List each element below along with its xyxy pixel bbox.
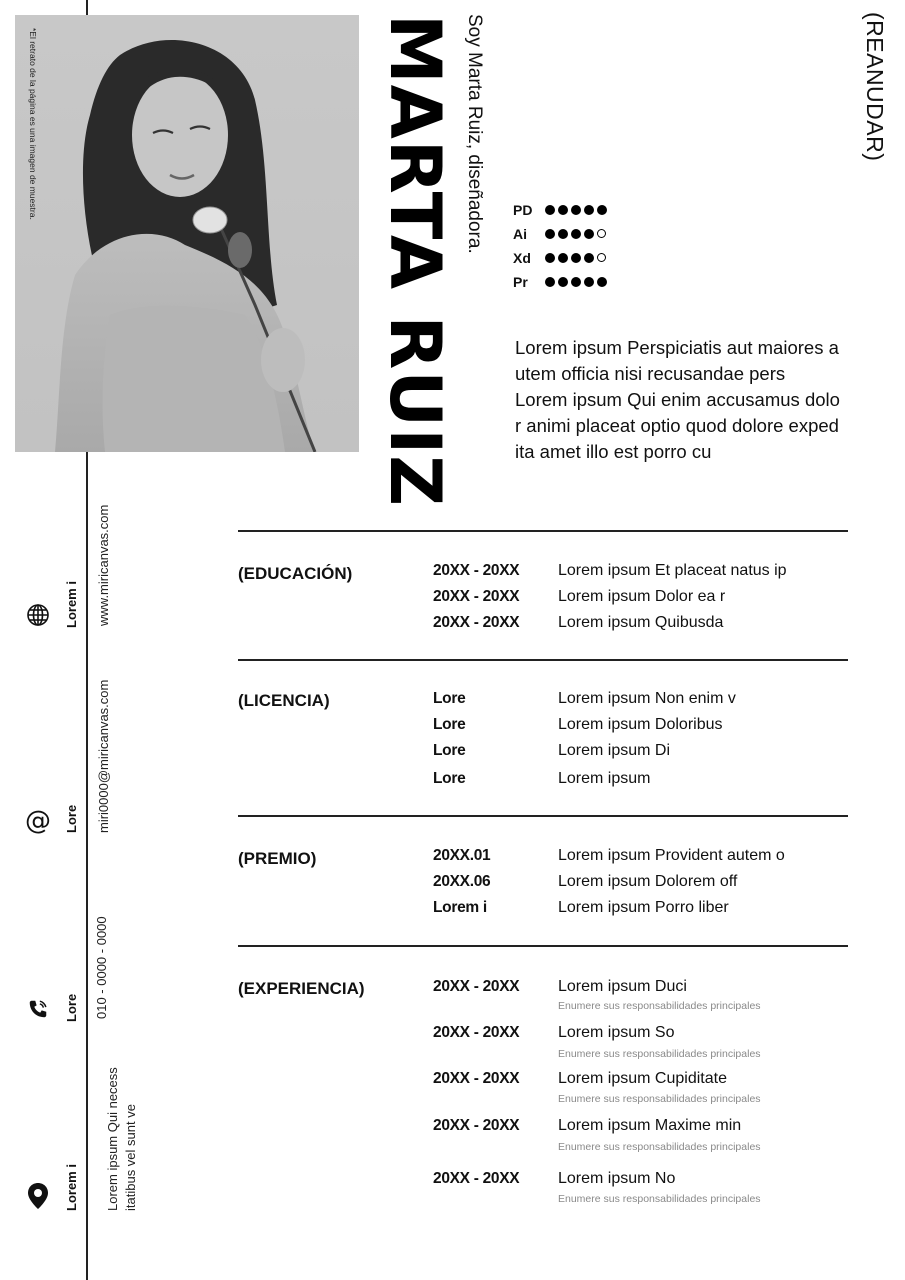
- license-row: [433, 742, 670, 760]
- license-row: [433, 690, 736, 708]
- skill-row-pd: [513, 198, 607, 222]
- skill-row-pr: [513, 270, 607, 294]
- phone-number[interactable]: 010 - 0000 - 0000: [94, 916, 109, 1019]
- responsibility-note: Enumere sus responsabilidades principales: [558, 1193, 761, 1205]
- experience-row: [433, 1024, 675, 1042]
- email-link[interactable]: miri0000@miricanvas.com: [96, 679, 111, 833]
- empty-dot-icon: [597, 253, 606, 262]
- row-value: Lorem ipsum Dolor ea r: [558, 588, 726, 605]
- empty-dot-icon: [597, 229, 606, 238]
- email-label: Lore: [64, 804, 79, 833]
- skill-row-xd: [513, 246, 607, 270]
- name-title: MARTA RUIZ: [374, 14, 456, 507]
- section-divider: [238, 815, 848, 817]
- award-row: [433, 899, 729, 917]
- section-title-license: (LICENCIA): [238, 691, 330, 710]
- filled-dot-icon: [571, 277, 581, 287]
- education-row: [433, 562, 787, 580]
- intro-paragraph: [515, 335, 855, 465]
- row-key: 20XX.06: [433, 873, 491, 890]
- row-value: Lorem ipsum Et placeat natus ip: [558, 562, 787, 579]
- responsibility-note: Enumere sus responsabilidades principales: [558, 1048, 761, 1060]
- skills-list: [513, 198, 607, 294]
- award-row: [433, 847, 785, 865]
- row-value: Lorem ipsum Porro liber: [558, 899, 729, 916]
- phone-label: Lore: [64, 993, 79, 1022]
- document-type-label: (REANUDAR): [862, 12, 888, 162]
- row-key: Lore: [433, 742, 466, 759]
- row-value: Lorem ipsum Dolorem off: [558, 873, 738, 890]
- row-value: Lorem ipsum So: [558, 1024, 675, 1041]
- row-value: Lorem ipsum No: [558, 1170, 676, 1187]
- intro-line: Lorem ipsum Perspiciatis aut maiores a: [515, 337, 839, 358]
- row-key: Lore: [433, 770, 466, 787]
- education-row: [433, 614, 723, 632]
- row-value: Lorem ipsum Di: [558, 742, 671, 759]
- filled-dot-icon: [597, 205, 607, 215]
- row-key: 20XX - 20XX: [433, 1117, 520, 1134]
- photo-disclaimer: *El retrato de la página es una imagen de muestra.: [28, 28, 38, 220]
- experience-row: [433, 1117, 741, 1135]
- filled-dot-icon: [584, 229, 594, 239]
- filled-dot-icon: [558, 253, 568, 263]
- filled-dot-icon: [584, 277, 594, 287]
- filled-dot-icon: [545, 277, 555, 287]
- row-key: 20XX - 20XX: [433, 588, 520, 605]
- row-key: 20XX.01: [433, 847, 491, 864]
- skill-row-ai: [513, 222, 607, 246]
- section-divider: [238, 530, 848, 532]
- globe-icon: [24, 601, 52, 629]
- skill-name: Pr: [513, 274, 528, 290]
- responsibility-note: Enumere sus responsabilidades principales: [558, 1000, 761, 1012]
- skill-name: Ai: [513, 226, 527, 242]
- section-divider: [238, 659, 848, 661]
- phone-icon: [24, 995, 52, 1023]
- skill-rating-dots: [545, 277, 607, 287]
- filled-dot-icon: [558, 229, 568, 239]
- intro-line: ita amet illo est porro cu: [515, 441, 712, 462]
- row-key: 20XX - 20XX: [433, 1170, 520, 1187]
- section-divider: [238, 945, 848, 947]
- website-link[interactable]: www.miricanvas.com: [96, 504, 111, 626]
- intro-line: Lorem ipsum Qui enim accusamus dolo: [515, 389, 840, 410]
- license-row: [433, 770, 650, 788]
- row-key: 20XX - 20XX: [433, 614, 520, 631]
- filled-dot-icon: [571, 205, 581, 215]
- row-value: Lorem ipsum Quibusda: [558, 614, 724, 631]
- row-value: Lorem ipsum Duci: [558, 978, 687, 995]
- filled-dot-icon: [597, 277, 607, 287]
- education-row: [433, 588, 725, 606]
- row-key: 20XX - 20XX: [433, 1070, 520, 1087]
- filled-dot-icon: [545, 253, 555, 263]
- at-icon: @: [25, 806, 51, 836]
- award-row: [433, 873, 737, 891]
- location-pin-icon: [24, 1182, 52, 1210]
- row-key: 20XX - 20XX: [433, 1024, 520, 1041]
- address-line: Lorem ipsum Qui necess: [105, 1067, 120, 1211]
- experience-row: [433, 1170, 675, 1188]
- responsibility-note: Enumere sus responsabilidades principales: [558, 1093, 761, 1105]
- intro-line: r animi placeat optio quod dolore exped: [515, 415, 839, 436]
- address-line: itatibus vel sunt ve: [123, 1104, 138, 1211]
- row-value: Lorem ipsum Provident autem o: [558, 847, 785, 864]
- license-row: [433, 716, 723, 734]
- skill-name: PD: [513, 202, 533, 218]
- responsibility-note: Enumere sus responsabilidades principales: [558, 1141, 761, 1153]
- filled-dot-icon: [545, 205, 555, 215]
- skill-rating-dots: [545, 205, 607, 215]
- filled-dot-icon: [584, 253, 594, 263]
- row-value: Lorem ipsum Non enim v: [558, 690, 736, 707]
- subtitle: Soy Marta Ruiz, diseñadora.: [464, 14, 485, 254]
- row-key: Lore: [433, 716, 466, 733]
- row-value: Lorem ipsum Maxime min: [558, 1117, 742, 1134]
- portrait-photo: [15, 15, 359, 452]
- experience-row: [433, 978, 687, 996]
- portrait-illustration: [15, 15, 359, 452]
- row-value: Lorem ipsum: [558, 770, 651, 787]
- row-key: 20XX - 20XX: [433, 978, 520, 995]
- section-title-award: (PREMIO): [238, 849, 317, 868]
- address-text: [104, 1051, 140, 1211]
- website-label: Lorem i: [64, 581, 79, 628]
- row-key: 20XX - 20XX: [433, 562, 520, 579]
- section-title-education: (EDUCACIÓN): [238, 564, 353, 583]
- filled-dot-icon: [558, 205, 568, 215]
- filled-dot-icon: [571, 229, 581, 239]
- row-key: Lore: [433, 690, 466, 707]
- filled-dot-icon: [558, 277, 568, 287]
- skill-rating-dots: [545, 253, 606, 263]
- intro-line: utem officia nisi recusandae pers: [515, 363, 786, 384]
- row-key: Lorem i: [433, 899, 487, 916]
- filled-dot-icon: [545, 229, 555, 239]
- filled-dot-icon: [571, 253, 581, 263]
- address-label: Lorem i: [64, 1164, 79, 1211]
- skill-name: Xd: [513, 250, 531, 266]
- row-value: Lorem ipsum Cupiditate: [558, 1070, 727, 1087]
- filled-dot-icon: [584, 205, 594, 215]
- row-value: Lorem ipsum Doloribus: [558, 716, 723, 733]
- section-title-experience: (EXPERIENCIA): [238, 979, 365, 998]
- skill-rating-dots: [545, 229, 606, 239]
- experience-row: [433, 1070, 727, 1088]
